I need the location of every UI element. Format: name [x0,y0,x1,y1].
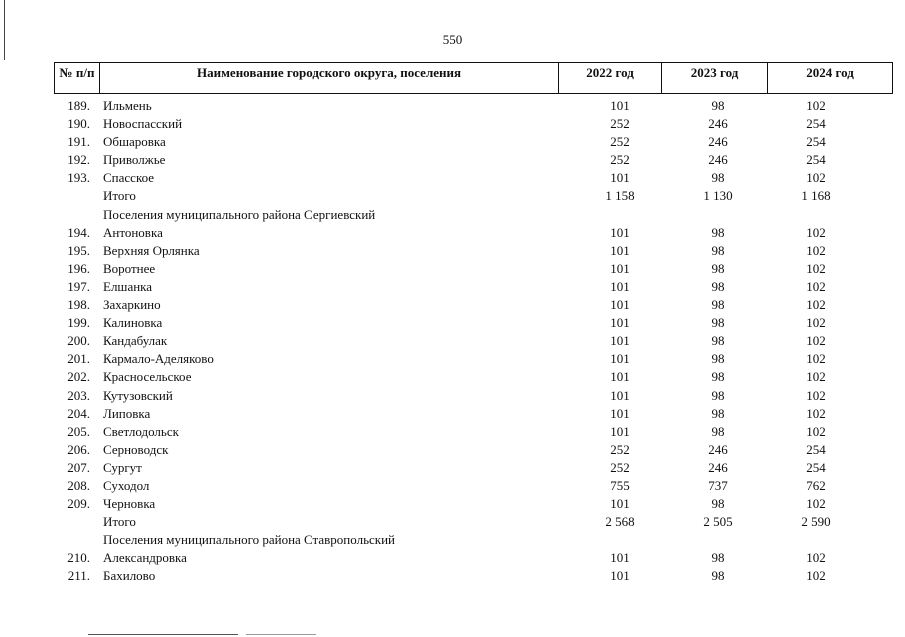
header-2023: 2023 год [662,63,768,94]
row-number: 191. [67,134,90,150]
table-row [54,187,894,205]
value-2024: 102 [806,568,826,584]
row-name: Поселения муниципального района Ставропольский [103,532,395,548]
value-2023: 246 [708,459,728,475]
row-name: Суходол [103,477,150,493]
value-2024: 102 [806,369,826,385]
table-row [54,314,894,332]
table-row [54,151,894,169]
value-2024: 102 [806,98,826,113]
header-2022: 2022 год [559,63,662,94]
value-2023: 98 [711,550,725,566]
row-number: 211. [67,568,90,584]
table-header [54,62,893,94]
value-2022: 101 [610,405,630,421]
header-num: № п/п [55,63,100,94]
header-name: Наименование городского округа, поселения [100,63,559,94]
table-body [54,97,894,586]
value-2023: 246 [708,441,728,457]
table-row [54,405,894,423]
value-2023: 246 [708,116,728,132]
value-2024: 102 [806,496,826,512]
value-2023: 1 130 [703,188,733,204]
table-row [54,459,894,477]
value-2022: 252 [610,116,630,132]
header-2024: 2024 год [768,63,893,94]
value-2024: 254 [806,116,826,132]
value-2023: 2 505 [703,514,733,530]
value-2024: 762 [806,477,826,493]
row-number: 189. [67,98,90,113]
value-2022: 101 [610,333,630,349]
value-2022: 101 [610,224,630,240]
row-name: Поселения муниципального района Сергиевский [103,206,376,222]
table-row [54,133,894,151]
table-row [54,97,894,115]
row-name: Кармало-Аделяково [103,351,214,367]
row-number: 208. [67,477,90,493]
table-row [54,169,894,187]
table-row [54,206,894,224]
row-number: 206. [67,441,90,457]
value-2024: 1 168 [801,188,831,204]
value-2022: 101 [610,98,630,113]
row-number: 198. [67,297,90,313]
value-2023: 98 [711,315,725,331]
footer-rule [88,634,238,635]
row-number: 192. [67,152,90,168]
row-name: Александровка [103,550,187,566]
value-2024: 254 [806,441,826,457]
value-2024: 102 [806,170,826,186]
table-row [54,549,894,567]
table-row [54,387,894,405]
row-name: Обшаровка [103,134,166,150]
value-2023: 246 [708,152,728,168]
row-name: Верхняя Орлянка [103,242,200,258]
row-number: 202. [67,369,90,385]
value-2024: 102 [806,423,826,439]
value-2023: 98 [711,387,725,403]
table-row [54,477,894,495]
value-2023: 246 [708,134,728,150]
row-number: 200. [67,333,90,349]
row-number: 207. [67,459,90,475]
value-2024: 102 [806,297,826,313]
table-row [54,332,894,350]
value-2022: 101 [610,496,630,512]
row-number: 190. [67,116,90,132]
table-row [54,531,894,549]
row-number: 204. [67,405,90,421]
row-name: Ильмень [103,98,152,113]
value-2023: 98 [711,405,725,421]
row-name: Кандабулак [103,333,168,349]
row-name: Итого [103,188,136,204]
value-2022: 101 [610,260,630,276]
value-2022: 101 [610,387,630,403]
row-number: 209. [67,496,90,512]
table-row [54,296,894,314]
value-2023: 98 [711,351,725,367]
row-name: Черновка [103,496,156,512]
row-name: Антоновка [103,224,163,240]
row-name: Калиновка [103,315,163,331]
value-2022: 252 [610,134,630,150]
value-2024: 254 [806,134,826,150]
value-2022: 2 568 [605,514,635,530]
value-2024: 102 [806,333,826,349]
row-name: Сургут [103,459,142,475]
value-2024: 102 [806,242,826,258]
value-2023: 98 [711,170,725,186]
row-number: 194. [67,224,90,240]
value-2022: 101 [610,423,630,439]
value-2022: 101 [610,315,630,331]
row-name: Елшанка [103,278,153,294]
value-2023: 98 [711,278,725,294]
value-2024: 254 [806,459,826,475]
row-number: 199. [67,315,90,331]
table-row [54,567,894,585]
value-2023: 98 [711,423,725,439]
value-2024: 102 [806,550,826,566]
value-2024: 2 590 [801,514,831,530]
row-number: 203. [67,387,90,403]
row-number: 193. [67,170,90,186]
row-name: Светлодольск [103,423,179,439]
value-2023: 737 [708,477,728,493]
value-2024: 102 [806,315,826,331]
value-2022: 101 [610,351,630,367]
row-name: Липовка [103,405,151,421]
value-2024: 102 [806,224,826,240]
value-2023: 98 [711,369,725,385]
row-number: 201. [67,351,90,367]
value-2024: 254 [806,152,826,168]
table-row [54,441,894,459]
value-2024: 102 [806,278,826,294]
page-number: 550 [442,32,463,47]
row-name: Приволжье [103,152,166,168]
value-2022: 252 [610,459,630,475]
row-name: Итого [103,514,136,530]
value-2022: 755 [610,477,630,493]
row-number: 205. [67,423,90,439]
value-2022: 252 [610,152,630,168]
table-row [54,423,894,441]
value-2023: 98 [711,297,725,313]
table-row [54,260,894,278]
value-2022: 101 [610,170,630,186]
row-name: Новоспасский [103,116,183,132]
value-2024: 102 [806,387,826,403]
row-number: 196. [67,260,90,276]
table-row [54,513,894,531]
table-row [54,115,894,133]
row-number: 197. [67,278,90,294]
row-number: 195. [67,242,90,258]
footer-rule-secondary [246,634,316,635]
row-number: 210. [67,550,90,566]
value-2022: 101 [610,278,630,294]
value-2023: 98 [711,260,725,276]
table-row [54,224,894,242]
table-row [54,495,894,513]
value-2022: 101 [610,242,630,258]
value-2023: 98 [711,242,725,258]
value-2023: 98 [711,98,725,113]
value-2023: 98 [711,224,725,240]
value-2024: 102 [806,351,826,367]
value-2022: 101 [610,297,630,313]
value-2022: 252 [610,441,630,457]
table-row [54,242,894,260]
value-2022: 101 [610,568,630,584]
value-2023: 98 [711,333,725,349]
row-name: Бахилово [103,568,156,584]
table-row [54,368,894,386]
value-2023: 98 [711,568,725,584]
row-name: Кутузовский [103,387,173,403]
value-2024: 102 [806,260,826,276]
scan-edge-mark [4,0,5,60]
value-2024: 102 [806,405,826,421]
row-name: Спасское [103,170,155,186]
value-2023: 98 [711,496,725,512]
row-name: Захаркино [103,297,161,313]
table-row [54,278,894,296]
value-2022: 1 158 [605,188,635,204]
table-row [54,350,894,368]
value-2022: 101 [610,369,630,385]
value-2022: 101 [610,550,630,566]
row-name: Серноводск [103,441,169,457]
row-name: Воротнее [103,260,156,276]
row-name: Красносельское [103,369,192,385]
